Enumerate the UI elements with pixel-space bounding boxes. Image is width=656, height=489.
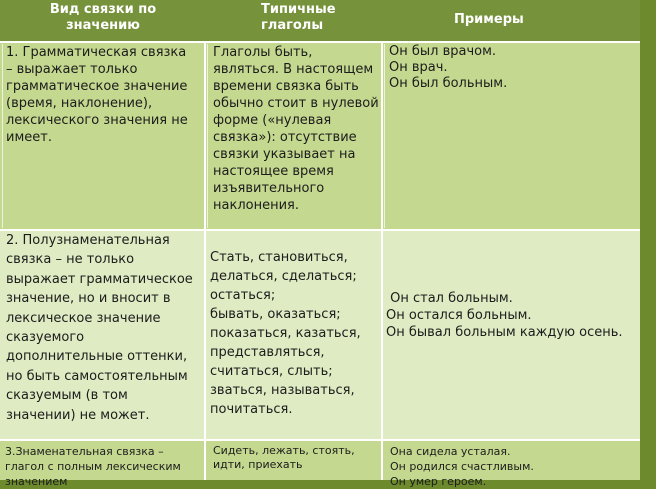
row1-verbs-text: Глаголы быть, являться. В настоящем времени связка быть обычно стоит в нулевой форме («нулевая связка»): отсутствие связки указывает на настоящее время изъявительного наклонения. [213, 45, 379, 213]
row3-examples-text: Она сидела усталая. Он родился счастливым. Он умер героем. [390, 445, 534, 488]
grid-line [0, 41, 640, 43]
grid-line [0, 439, 640, 441]
header-type-label: Вид связки по значению [49, 2, 157, 33]
header-col-verbs [205, 0, 382, 42]
cell-bevel [2, 44, 3, 228]
row3-verbs-cell [205, 440, 382, 480]
row3-type-cell [0, 440, 205, 488]
row1-examples-text: Он был врачом. Он врач. Он был больным. [389, 44, 508, 91]
row2-verbs-cell [205, 230, 382, 440]
grid-line [204, 42, 206, 480]
grid-line [381, 42, 383, 480]
header-col-type [0, 0, 205, 42]
row2-examples-cell [382, 230, 640, 440]
row2-type-cell [0, 230, 205, 440]
row2-type-text: 2. Полузнаменательная связка – не только выражает грамматическое значение, но и вносит в лексическое значение сказуемого дополнительные оттенки, но быть самостоятельным сказуемым (в том значении) не может. [6, 233, 193, 423]
grid-line [0, 229, 640, 231]
row1-type-cell [0, 42, 205, 230]
row1-type-text: 1. Грамматическая связка – выражает только грамматическое значение (время, наклонение), лексического значения не имеет. [6, 45, 188, 145]
header-examples-label: Примеры [454, 12, 524, 27]
row2-examples-text: Он стал больным. Он остался больным. Он бывал больным каждую осень. [386, 291, 623, 340]
row3-type-text: 3.Знаменательная связка – глагол с полным лексическим значением [5, 445, 181, 488]
row1-examples-cell [382, 42, 640, 230]
cell-bevel [384, 44, 385, 228]
row2-verbs-text: Стать, становиться, делаться, сделаться; остаться; бывать, оказаться; показаться, казаться, представляться, считаться, слыть; зваться, называться, почитаться. [210, 250, 361, 417]
header-col-examples [382, 0, 640, 42]
row3-examples-cell [382, 440, 640, 488]
header-verbs-label: Типичные глаголы [261, 2, 336, 33]
row1-verbs-cell [205, 42, 382, 230]
row3-verbs-text: Сидеть, лежать, стоять, идти, приехать [213, 444, 355, 471]
cell-bevel [207, 44, 208, 228]
